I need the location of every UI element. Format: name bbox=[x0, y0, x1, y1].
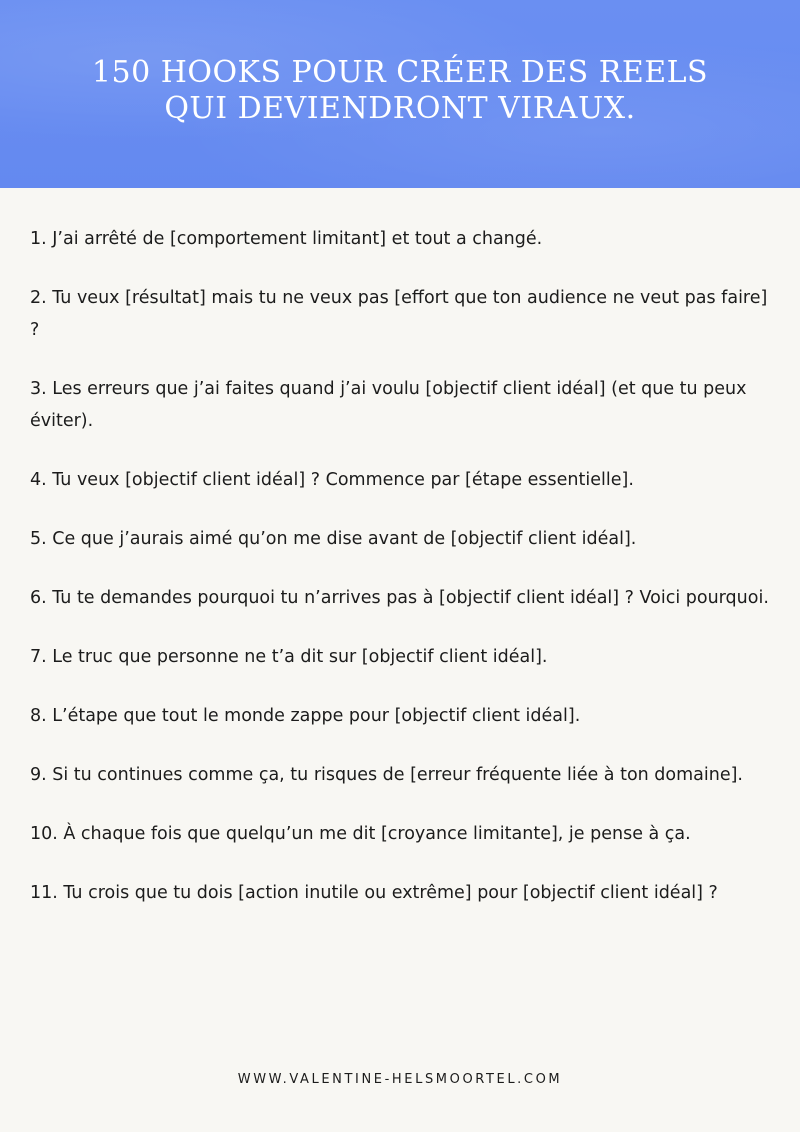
hook-item-11: 11. Tu crois que tu dois [action inutile ou extrême] pour [objectif client idéal] ? bbox=[30, 883, 718, 903]
hook-item-8: 8. L’étape que tout le monde zappe pour [objectif client idéal]. bbox=[30, 706, 581, 726]
hooks-list bbox=[30, 223, 775, 936]
hook-item-10: 10. À chaque fois que quelqu’un me dit [croyance limitante], je pense à ça. bbox=[30, 824, 691, 844]
hook-item-6: 6. Tu te demandes pourquoi tu n’arrives pas à [objectif client idéal] ? Voici pourquoi. bbox=[30, 588, 769, 608]
hook-item-7: 7. Le truc que personne ne t’a dit sur [objectif client idéal]. bbox=[30, 647, 548, 667]
website-link[interactable]: WWW.VALENTINE-HELSMOORTEL.COM bbox=[237, 1072, 563, 1087]
hook-item-4: 4. Tu veux [objectif client idéal] ? Commence par [étape essentielle]. bbox=[30, 470, 634, 490]
title-line-1: 150 HOOKS POUR CRÉER DES REELS bbox=[91, 55, 709, 90]
page-title bbox=[0, 55, 800, 127]
title-line-2: QUI DEVIENDRONT VIRAUX. bbox=[164, 91, 636, 126]
hook-item-1: 1. J’ai arrêté de [comportement limitant] et tout a changé. bbox=[30, 229, 543, 249]
hook-item-2: 2. Tu veux [résultat] mais tu ne veux pas [effort que ton audience ne veut pas faire] ? bbox=[30, 288, 768, 340]
header-banner bbox=[0, 0, 800, 188]
hook-item-9: 9. Si tu continues comme ça, tu risques de [erreur fréquente liée à ton domaine]. bbox=[30, 765, 743, 785]
hook-item-5: 5. Ce que j’aurais aimé qu’on me dise avant de [objectif client idéal]. bbox=[30, 529, 637, 549]
hook-item-3: 3. Les erreurs que j’ai faites quand j’ai voulu [objectif client idéal] (et que tu peux éviter). bbox=[30, 379, 747, 431]
